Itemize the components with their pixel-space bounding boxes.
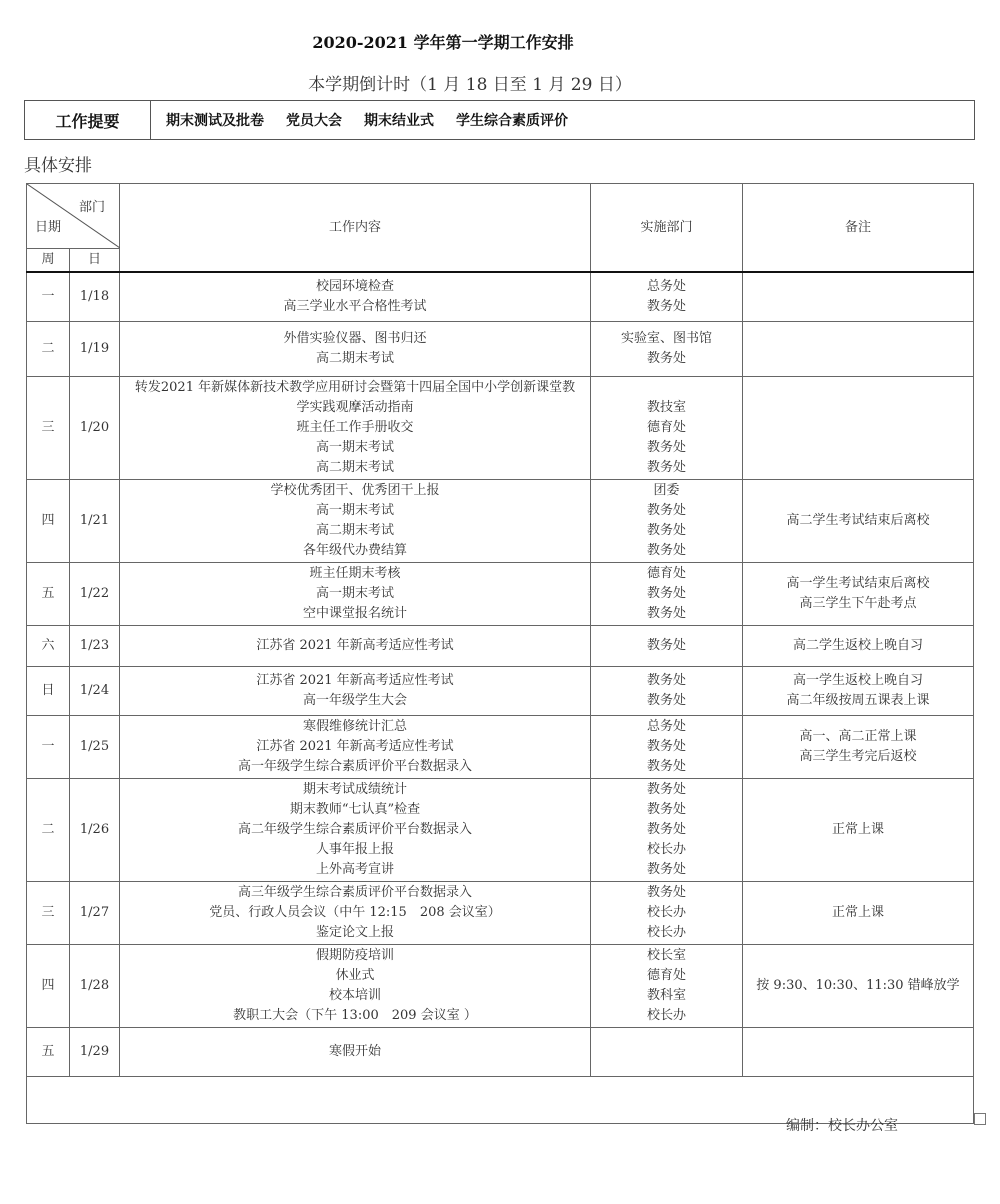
department-line: 教务处 [646, 739, 686, 754]
table-header-row [27, 184, 974, 249]
content-line: 鉴定论文上报 [315, 925, 394, 940]
table-row [27, 322, 974, 377]
table-row [27, 563, 974, 626]
table-row [27, 1028, 974, 1077]
remarks-line: 高三学生考完后返校 [799, 749, 917, 764]
content-line: 高三年级学生综合素质评价平台数据录入 [237, 885, 472, 900]
day-cell: 1/25 [70, 716, 120, 779]
department-line: 教务处 [646, 822, 686, 837]
remarks-line: 按 9:30、10:30、11:30 错峰放学 [756, 978, 960, 993]
week-cell: 四 [27, 945, 70, 1028]
day-cell: 1/23 [70, 626, 120, 667]
department-line: 教务处 [646, 782, 686, 797]
department-line [591, 378, 742, 398]
day-cell: 1/19 [70, 322, 120, 377]
remarks-cell [743, 667, 974, 716]
department-line: 德育处 [646, 420, 686, 435]
content-line: 高一期末考试 [315, 440, 394, 455]
week-cell: 三 [27, 882, 70, 945]
remarks-line: 高二学生返校上晚自习 [792, 638, 923, 653]
content-line: 各年级代办费结算 [302, 543, 407, 558]
department-line: 教务处 [646, 351, 686, 366]
department-line: 教务处 [646, 862, 686, 877]
content-cell [120, 480, 591, 563]
department-line: 教务处 [646, 673, 686, 688]
content-line: 学实践观摩活动指南 [296, 400, 414, 415]
department-line: 校长办 [646, 1008, 686, 1023]
content-line: 高二期末考试 [315, 460, 394, 475]
department-line: 教务处 [646, 885, 686, 900]
work-summary-box [24, 100, 975, 140]
week-cell: 一 [27, 272, 70, 322]
content-line: 空中课堂报名统计 [302, 606, 407, 621]
department-line: 教务处 [646, 503, 686, 518]
department-cell [591, 882, 743, 945]
content-cell [120, 626, 591, 667]
header-dept-corner: 部门 [78, 200, 105, 215]
department-cell [591, 322, 743, 377]
department-cell [591, 716, 743, 779]
content-line: 高二期末考试 [315, 523, 394, 538]
department-cell [591, 1028, 743, 1077]
content-line: 外借实验仪器、图书归还 [283, 331, 427, 346]
department-line: 教务处 [646, 606, 686, 621]
remarks-cell [743, 945, 974, 1028]
remarks-cell [743, 480, 974, 563]
header-content: 工作内容 [120, 184, 591, 273]
department-line: 教务处 [646, 759, 686, 774]
department-line: 实验室、图书馆 [620, 331, 712, 346]
summary-item: 期末测试及批卷 [166, 113, 264, 129]
remarks-cell [743, 272, 974, 322]
remarks-cell [743, 1028, 974, 1077]
day-cell: 1/18 [70, 272, 120, 322]
department-cell [591, 779, 743, 882]
department-line: 教务处 [646, 523, 686, 538]
day-cell: 1/28 [70, 945, 120, 1028]
week-cell: 五 [27, 1028, 70, 1077]
content-cell [120, 716, 591, 779]
content-line: 高一期末考试 [315, 503, 394, 518]
department-line: 总务处 [646, 279, 686, 294]
content-line: 高一年级学生综合素质评价平台数据录入 [237, 759, 472, 774]
content-line: 学校优秀团干、优秀团干上报 [270, 483, 440, 498]
content-cell [120, 1028, 591, 1077]
department-line: 校长办 [646, 842, 686, 857]
content-line: 党员、行政人员会议（中午 12:15 208 会议室） [209, 905, 501, 920]
content-line: 班主任期末考核 [309, 566, 401, 581]
department-line: 校长办 [646, 905, 686, 920]
department-line: 团委 [653, 483, 680, 498]
content-cell [120, 377, 591, 480]
content-line: 假期防疫培训 [315, 948, 394, 963]
section-title: 具体安排 [24, 156, 92, 176]
content-cell [120, 667, 591, 716]
department-line: 教务处 [646, 299, 686, 314]
content-line: 期末考试成绩统计 [302, 782, 407, 797]
table-row [27, 882, 974, 945]
remarks-line: 正常上课 [831, 905, 884, 920]
department-line: 教科室 [646, 988, 686, 1003]
department-line: 教务处 [646, 586, 686, 601]
department-line: 德育处 [646, 968, 686, 983]
department-line: 德育处 [646, 566, 686, 581]
department-cell [591, 563, 743, 626]
day-cell: 1/26 [70, 779, 120, 882]
day-cell: 1/21 [70, 480, 120, 563]
summary-item: 学生综合素质评价 [456, 113, 568, 129]
summary-item: 期末结业式 [364, 113, 434, 129]
department-line: 总务处 [646, 719, 686, 734]
content-cell [120, 945, 591, 1028]
day-cell: 1/22 [70, 563, 120, 626]
department-cell [591, 377, 743, 480]
work-summary-label: 工作提要 [25, 101, 151, 139]
remarks-line: 高一学生返校上晚自习 [792, 673, 923, 688]
content-line: 高三学业水平合格性考试 [283, 299, 427, 314]
department-line: 教务处 [646, 440, 686, 455]
content-line: 高二年级学生综合素质评价平台数据录入 [237, 822, 472, 837]
department-cell [591, 272, 743, 322]
week-cell: 五 [27, 563, 70, 626]
department-line: 教务处 [646, 460, 686, 475]
department-cell [591, 626, 743, 667]
content-line: 期末教师“七认真”检查 [289, 802, 421, 817]
content-line: 高一年级学生大会 [302, 693, 407, 708]
content-line: 校本培训 [328, 988, 381, 1003]
remarks-line: 高二年级按周五课表上课 [786, 693, 930, 708]
remarks-line: 高一、高二正常上课 [799, 729, 917, 744]
table-row [27, 779, 974, 882]
content-line: 寒假维修统计汇总 [302, 719, 407, 734]
header-day: 日 [70, 249, 120, 273]
department-line: 校长室 [646, 948, 686, 963]
table-row [27, 716, 974, 779]
table-row [27, 377, 974, 480]
department-cell [591, 667, 743, 716]
day-cell: 1/27 [70, 882, 120, 945]
department-line: 教务处 [646, 543, 686, 558]
week-cell: 六 [27, 626, 70, 667]
remarks-line: 高二学生考试结束后离校 [786, 513, 930, 528]
content-cell [120, 272, 591, 322]
content-line: 上外高考宣讲 [315, 862, 394, 877]
week-cell: 日 [27, 667, 70, 716]
table-row [27, 480, 974, 563]
content-line: 教职工大会（下午 13:00 209 会议室 ） [233, 1008, 477, 1023]
content-line: 寒假开始 [328, 1044, 381, 1059]
remarks-line: 正常上课 [831, 822, 884, 837]
table-row [27, 945, 974, 1028]
department-line: 校长办 [646, 925, 686, 940]
week-cell: 四 [27, 480, 70, 563]
remarks-cell [743, 377, 974, 480]
diagonal-header-cell [27, 184, 120, 249]
content-cell [120, 563, 591, 626]
content-line: 高二期末考试 [315, 351, 394, 366]
content-line: 校园环境检查 [315, 279, 394, 294]
week-cell: 二 [27, 322, 70, 377]
header-date-corner: 日期 [35, 220, 62, 235]
header-remarks: 备注 [743, 184, 974, 273]
remarks-cell [743, 779, 974, 882]
table-row [27, 667, 974, 716]
countdown-subtitle: 本学期倒计时（1 月 18 日至 1 月 29 日） [308, 75, 632, 95]
content-line: 转发2021 年新媒体新技术教学应用研讨会暨第十四届全国中小学创新课堂教 [134, 380, 576, 395]
department-line: 教务处 [646, 638, 686, 653]
content-cell [120, 882, 591, 945]
header-week: 周 [27, 249, 70, 273]
compiled-by: 编制：校长办公室 [786, 1118, 898, 1134]
remarks-line: 高一学生考试结束后离校 [786, 576, 930, 591]
department-line: 教务处 [646, 693, 686, 708]
content-line: 休业式 [335, 968, 375, 983]
week-cell: 三 [27, 377, 70, 480]
remarks-cell [743, 716, 974, 779]
content-line: 江苏省 2021 年新高考适应性考试 [256, 673, 454, 688]
content-line: 人事年报上报 [315, 842, 394, 857]
work-summary-items [151, 101, 590, 139]
table-row [27, 626, 974, 667]
remarks-cell [743, 626, 974, 667]
schedule-table [26, 183, 974, 1124]
remarks-cell [743, 882, 974, 945]
content-line: 高一期末考试 [315, 586, 394, 601]
corner-marker [974, 1113, 986, 1125]
diagonal-line [27, 184, 120, 248]
header-department: 实施部门 [591, 184, 743, 273]
day-cell: 1/24 [70, 667, 120, 716]
department-cell [591, 945, 743, 1028]
content-line: 班主任工作手册收交 [296, 420, 414, 435]
remarks-cell [743, 563, 974, 626]
department-cell [591, 480, 743, 563]
document-title: 2020-2021 学年第一学期工作安排 [312, 33, 574, 52]
content-line: 江苏省 2021 年新高考适应性考试 [256, 638, 454, 653]
remarks-line: 高三学生下午赴考点 [799, 596, 917, 611]
content-cell [120, 322, 591, 377]
department-line: 教技室 [646, 400, 686, 415]
summary-item: 党员大会 [286, 113, 342, 129]
remarks-cell [743, 322, 974, 377]
content-cell [120, 779, 591, 882]
week-cell: 二 [27, 779, 70, 882]
department-line: 教务处 [646, 802, 686, 817]
day-cell: 1/20 [70, 377, 120, 480]
content-line: 江苏省 2021 年新高考适应性考试 [256, 739, 454, 754]
day-cell: 1/29 [70, 1028, 120, 1077]
table-row [27, 272, 974, 322]
week-cell: 一 [27, 716, 70, 779]
